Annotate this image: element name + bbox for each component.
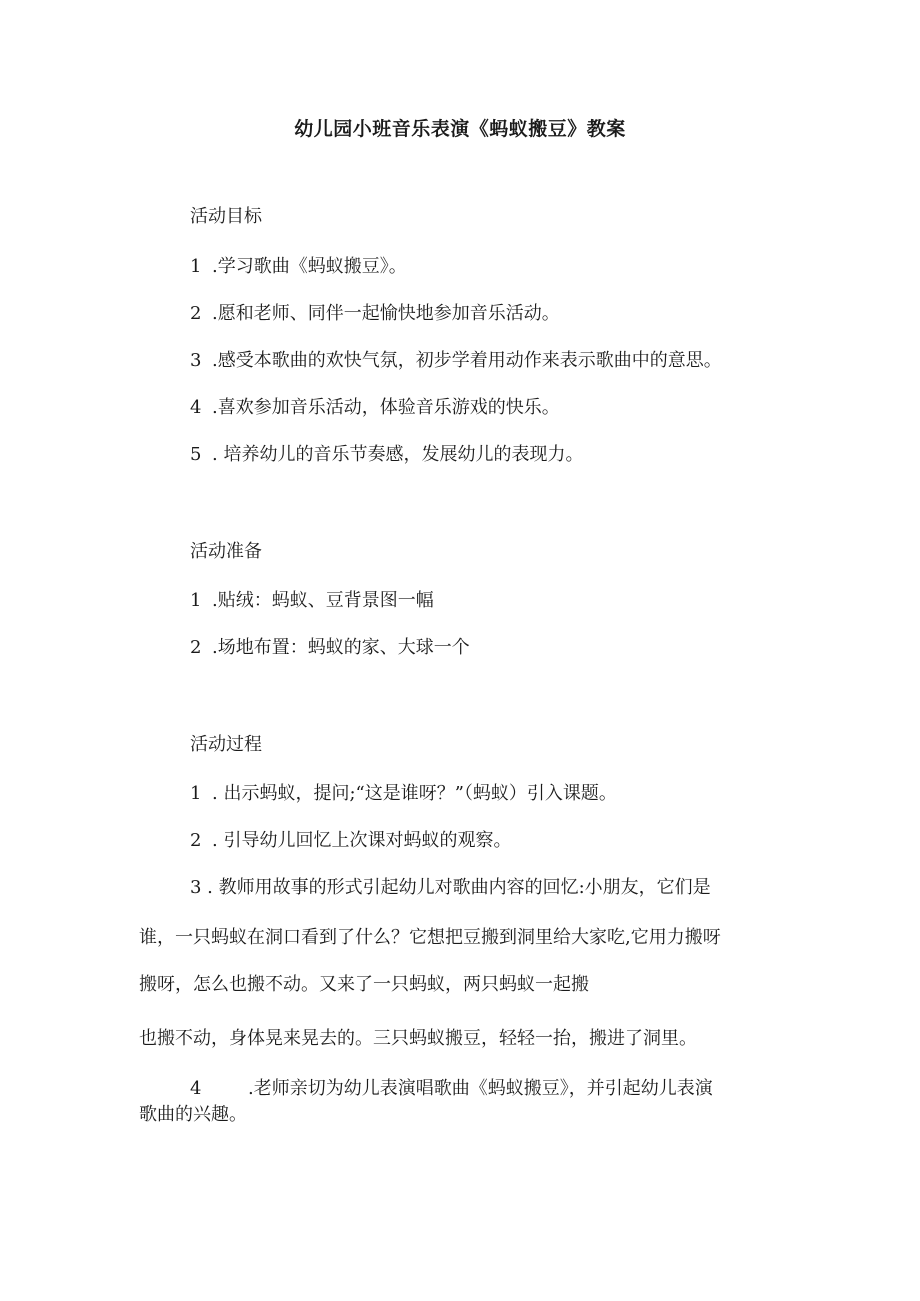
process-item-text: . 引导幼儿回忆上次课对蚂蚁的观察。: [212, 830, 512, 851]
goal-item-text: .喜欢参加音乐活动，体验音乐游戏的快乐。: [212, 397, 560, 418]
process-item-text: . 出示蚂蚁，提问;“这是谁呀？”（蚂蚁）引入课题。: [212, 783, 617, 804]
goal-item-5: [190, 443, 583, 467]
goal-item-number: 1: [190, 256, 202, 277]
section-heading-goals: 活动目标: [190, 206, 262, 227]
goal-item-1: [190, 255, 407, 279]
section-heading-preparation: 活动准备: [190, 541, 262, 562]
document-title: 幼儿园小班音乐表演《蚂蚁搬豆》教案: [294, 118, 626, 140]
goal-item-text: .感受本歌曲的欢快气氛，初步学着用动作来表示歌曲中的意思。: [212, 350, 722, 371]
section-heading-process: 活动过程: [190, 734, 262, 755]
goal-item-text: .愿和老师、同伴一起愉快地参加音乐活动。: [212, 303, 560, 324]
process-item-number: 2: [190, 830, 202, 851]
preparation-item-number: 1: [190, 590, 202, 611]
process-item-number: 1: [190, 783, 202, 804]
process-item-4-line-2: 歌曲的兴趣。: [139, 1104, 247, 1125]
preparation-item-text: .贴绒：蚂蚁、豆背景图一幅: [212, 590, 434, 611]
goal-item-number: 3: [190, 350, 202, 371]
process-item-3-line-3: 搬呀，怎么也搬不动。又来了一只蚂蚁，两只蚂蚁一起搬: [139, 974, 589, 995]
process-item-3-line-4: 也搬不动，身体晃来晃去的。三只蚂蚁搬豆，轻轻一抬，搬进了洞里。: [139, 1028, 697, 1049]
goal-item-text: .学习歌曲《蚂蚁搬豆》。: [212, 256, 407, 277]
goal-item-number: 5: [190, 444, 202, 465]
preparation-item-1: [190, 589, 434, 613]
preparation-item-2: [190, 636, 470, 660]
goal-item-number: 2: [190, 303, 202, 324]
process-item-2: [190, 829, 511, 853]
goal-item-4: [190, 396, 560, 420]
goal-item-number: 4: [190, 397, 202, 418]
preparation-item-text: .场地布置：蚂蚁的家、大球一个: [212, 637, 470, 658]
goal-item-3: [190, 349, 722, 373]
process-item-3-line-2: 谁，一只蚂蚁在洞口看到了什么？它想把豆搬到洞里给大家吃,它用力搬呀: [139, 927, 721, 948]
process-item-3-line-1: 3 . 教师用故事的形式引起幼儿对歌曲内容的回忆:小朋友，它们是: [190, 877, 711, 898]
preparation-item-number: 2: [190, 637, 202, 658]
process-item-1: [190, 782, 617, 806]
process-item-4-number: 4: [190, 1078, 202, 1099]
process-item-4-line-1: .老师亲切为幼儿表演唱歌曲《蚂蚁搬豆》，并引起幼儿表演: [248, 1078, 713, 1099]
goal-item-2: [190, 302, 560, 326]
goal-item-text: . 培养幼儿的音乐节奏感，发展幼儿的表现力。: [212, 444, 584, 465]
